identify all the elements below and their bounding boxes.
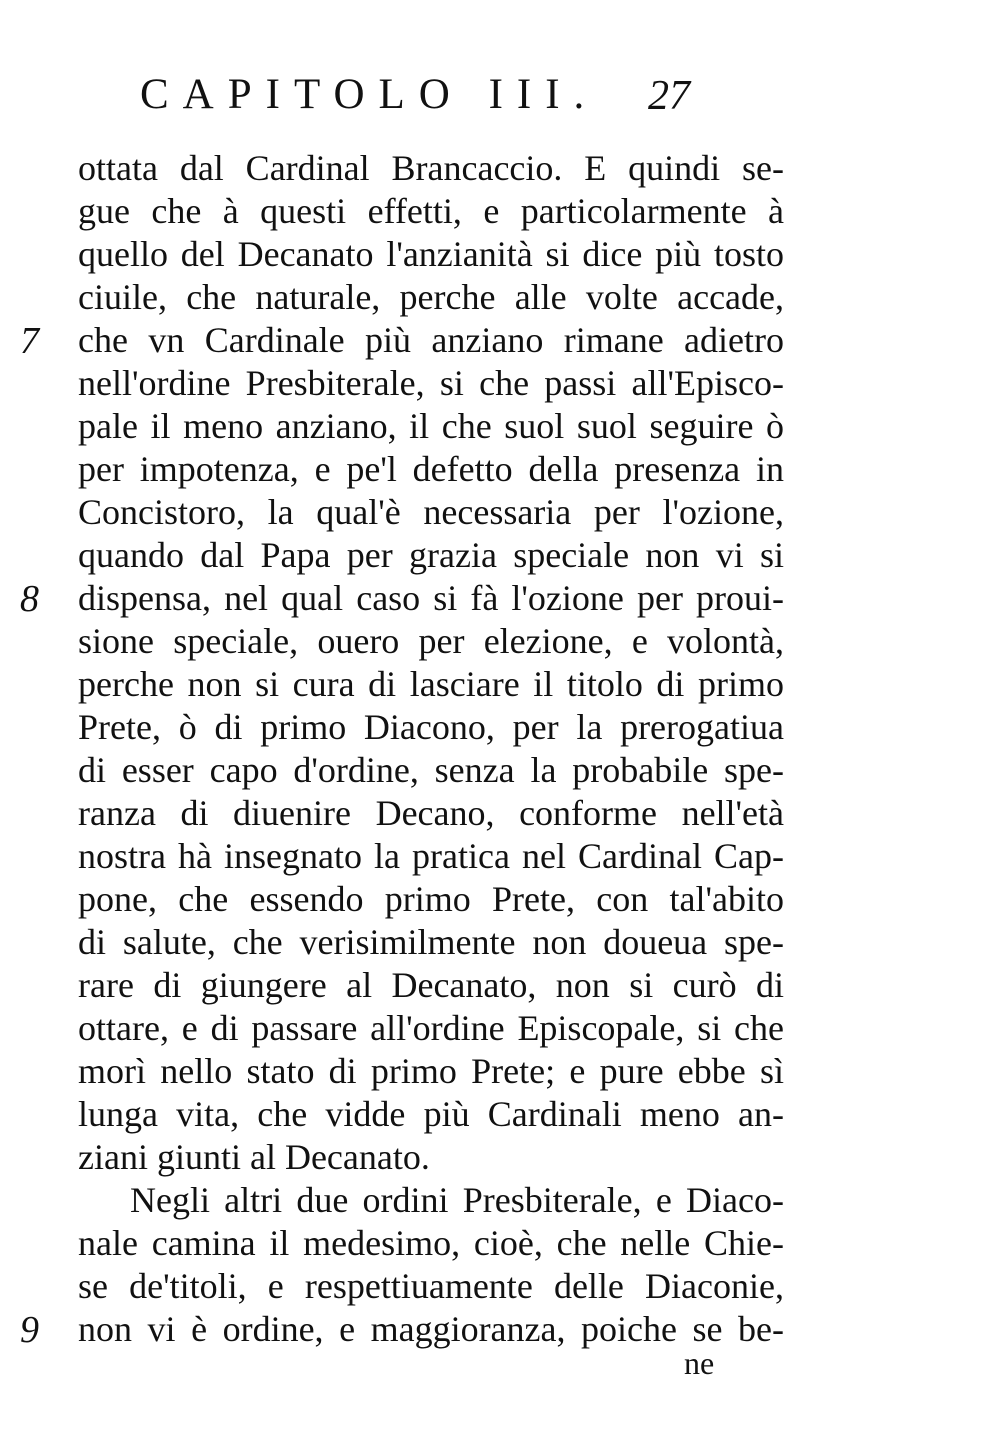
text-line: dispensa, nel qual caso si fà l'ozione per proui- bbox=[78, 578, 784, 618]
text-line: che vn Cardinale più anziano rimane adietro bbox=[78, 320, 784, 360]
text-line: rare di giungere al Decanato, non si curò di bbox=[78, 965, 784, 1005]
text-line: ciuile, che naturale, perche alle volte accade, bbox=[78, 277, 784, 317]
paragraph-first-line: Negli altri due ordini Presbiterale, e Diaco- bbox=[130, 1180, 784, 1220]
text-line: sione speciale, ouero per elezione, e volontà, bbox=[78, 621, 784, 661]
text-line: nale camina il medesimo, cioè, che nelle Chie- bbox=[78, 1223, 784, 1263]
text-line: per impotenza, e pe'l defetto della presenza in bbox=[78, 449, 784, 489]
text-line: ottare, e di passare all'ordine Episcopale, si che bbox=[78, 1008, 784, 1048]
text-line: Concistoro, la qual'è necessaria per l'ozione, bbox=[78, 492, 784, 532]
page-number: 27 bbox=[648, 73, 690, 119]
text-line: morì nello stato di primo Prete; e pure ebbe sì bbox=[78, 1051, 784, 1091]
text-line: ranza di diuenire Decano, conforme nell'età bbox=[78, 793, 784, 833]
text-line: nostra hà insegnato la pratica nel Cardinal Cap- bbox=[78, 836, 784, 876]
text-line: Prete, ò di primo Diacono, per la prerogatiua bbox=[78, 707, 784, 747]
text-line: pale il meno anziano, il che suol suol seguire ò bbox=[78, 406, 784, 446]
catchword: ne bbox=[684, 1345, 715, 1381]
text-line: ottata dal Cardinal Brancaccio. E quindi se- bbox=[78, 148, 784, 188]
text-line: quello del Decanato l'anzianità si dice più tosto bbox=[78, 234, 784, 274]
margin-note: 8 bbox=[20, 578, 39, 620]
margin-note: 9 bbox=[20, 1309, 39, 1351]
text-line: lunga vita, che vidde più Cardinali meno an- bbox=[78, 1094, 784, 1134]
chapter-heading: CAPITOLO III. bbox=[140, 71, 599, 118]
text-line: quando dal Papa per grazia speciale non vi si bbox=[78, 535, 784, 575]
text-line: di esser capo d'ordine, senza la probabile spe- bbox=[78, 750, 784, 790]
margin-note: 7 bbox=[20, 320, 39, 362]
text-line: ziani giunti al Decanato. bbox=[78, 1137, 430, 1177]
text-line: gue che à questi effetti, e particolarmente à bbox=[78, 191, 784, 231]
text-line: se de'titoli, e respettiuamente delle Diaconie, bbox=[78, 1266, 784, 1306]
text-line: pone, che essendo primo Prete, con tal'abito bbox=[78, 879, 784, 919]
text-line: non vi è ordine, e maggioranza, poiche se be- bbox=[78, 1309, 784, 1349]
text-line: di salute, che verisimilmente non doueua spe- bbox=[78, 922, 784, 962]
text-line: nell'ordine Presbiterale, si che passi all'Episco- bbox=[78, 363, 784, 403]
text-line: perche non si cura di lasciare il titolo di primo bbox=[78, 664, 784, 704]
